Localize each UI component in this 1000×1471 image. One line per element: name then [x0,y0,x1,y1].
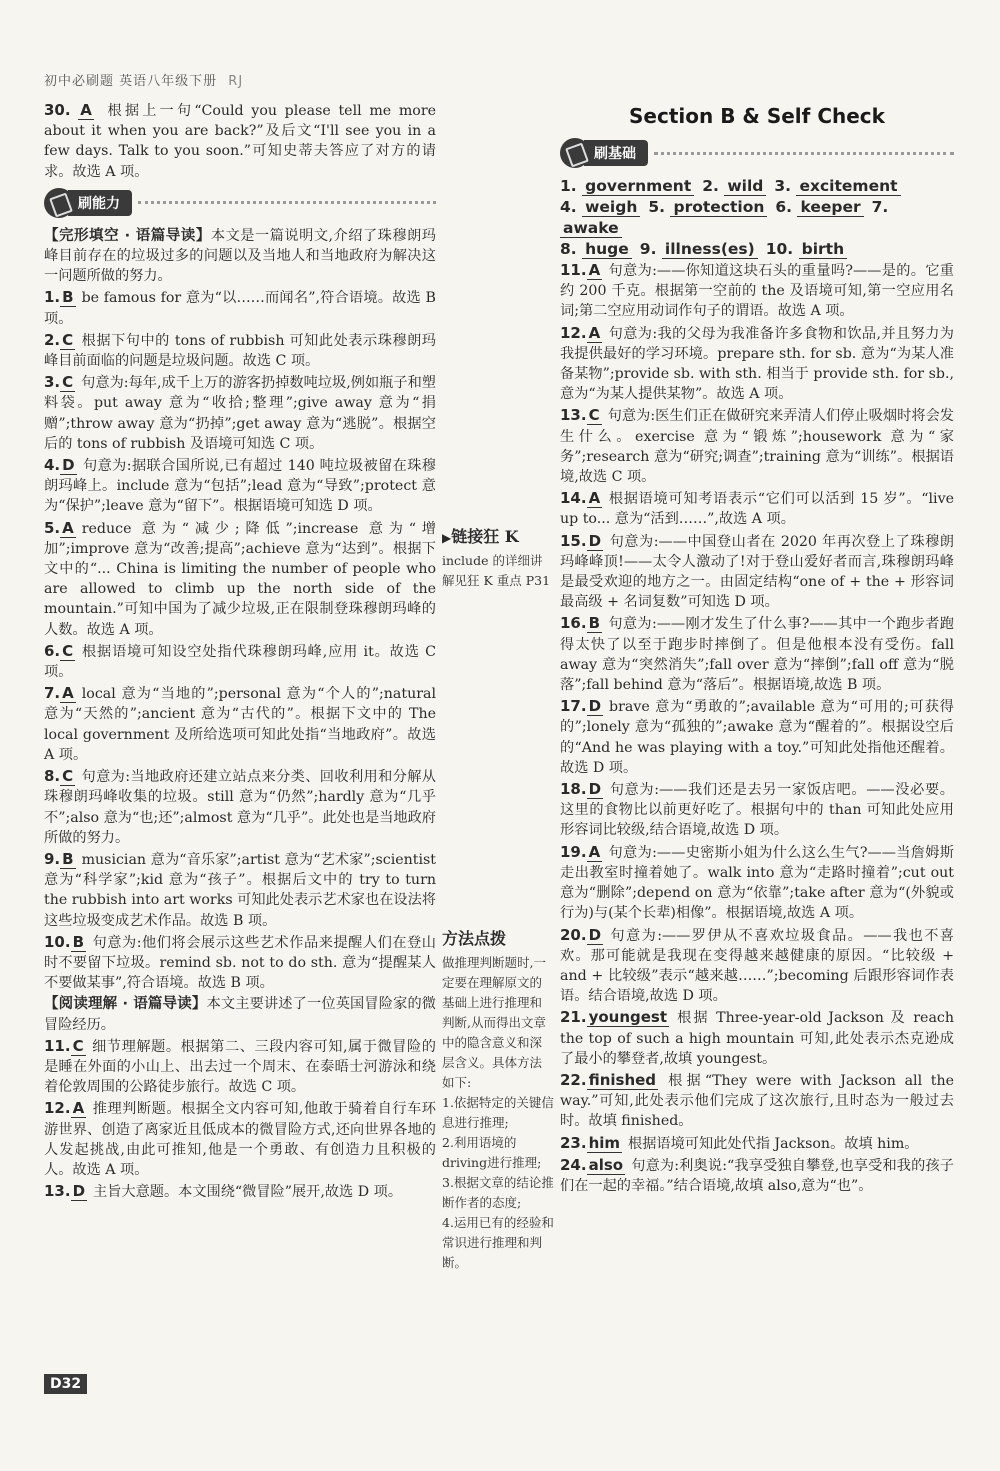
answer-item [44,518,436,640]
answer-item [560,531,954,613]
cloze-answer-list [44,287,436,993]
answer-item [560,488,954,529]
left-column [44,100,436,1203]
item-number: 18. [560,780,587,799]
explanation: 句意为:——史密斯小姐为什么这么生气?——当詹姆斯走出教室时撞着她了。walk into 意为“走路时撞着”;cut out 意为“删除”;depend on 意为“依靠”;take after 意为“(外貌或行为)与(某个长辈)相像”。根据语境,故选 A 项。 [560,844,954,922]
reading-intro [44,994,436,1034]
answer-item [44,766,436,848]
vocab-word: protection [670,198,767,217]
explanation: 推理判断题。根据全文内容可知,他敢于骑着自行车环游世界、创造了离家近且低成本的微冒险方式,还向世界各地的人发起挑战,由此可推知,他是一个勇敢、有创造力且积极的人。故选 A 项。 [44,1101,436,1178]
vocab-number: 10. [765,240,794,258]
answer-item [44,683,436,765]
vocab-number: 1. [560,177,577,195]
answer-choice: C [62,330,74,349]
item-number: 24. [560,1155,587,1174]
answer-choice: B [62,849,74,868]
explanation: be famous for 意为“以……而闻名”,符合语境。故选 B 项。 [44,290,436,327]
right-answer-list [560,260,954,1196]
answer-item [44,372,436,454]
answer-choice: B [588,614,601,633]
answer-item [560,779,954,841]
reading-answer-list [44,1036,436,1203]
vocab-word: wild [724,177,766,196]
method-point: 2.利用语境的driving进行推理; [442,1135,542,1170]
answer-choice: A [62,518,74,537]
reading-tag: 【阅读理解 · 语篇导读】 [44,996,207,1013]
item-number: 22. [560,1070,587,1089]
link-note-text: include 的详细讲解见狂 K 重点 P31 [442,553,551,588]
answer-item [560,1155,954,1196]
cloze-tag: 【完形填空 · 语篇导读】 [44,227,211,244]
explanation: 根据 Three-year-old Jackson 及 reach the top of such a high mountain 可知,此处表示杰克逊成了最小的攀登者,故填 youngest。 [560,1010,954,1067]
answer-item [560,842,954,924]
vocab-number: 7. [871,198,889,216]
vocab-number: 6. [775,198,793,216]
link-note [442,524,554,591]
explanation: 句意为:——我们还是去另一家饭店吧。——没必要。这里的食物比以前更好吃了。根据句中的 than 可知此处应用形容词比较级,结合语境,故选 D 项。 [560,782,954,839]
answer-item [560,1070,954,1132]
explanation: 主旨大意题。本文围绕“微冒险”展开,故选 D 项。 [93,1184,403,1201]
explanation: 句意为:——罗伊从不喜欢垃圾食品。——我也不喜欢。那可能就是我现在变得越来越健康的原因。“比较级 + and + 比较级”表示“越来越……”;becoming 后跟形容词作表语。结合语境,故选 D 项。 [560,927,954,1005]
section-title: Section B & Self Check [629,104,885,128]
answer-choice: A [588,261,601,279]
method-note-title: 方法点拨 [442,929,507,948]
answer-item [44,455,436,517]
vocab-number: 2. [702,177,719,195]
answer-choice: D [588,697,602,716]
answer-choice: C [72,1036,84,1055]
item-number: 17. [560,697,587,716]
explanation: 根据语境可知设空处指代珠穆朗玛峰,应用 it。故选 C 项。 [44,643,436,681]
running-header [44,70,243,89]
explanation: 句意为:他们将会展示这些艺术作品来提醒人们在登山时不要留下垃圾。remind sb. not to do sth. 意为“提醒某人不要做某事”,符合语境。故选 B 项。 [44,934,436,992]
answer-choice: C [62,641,74,660]
answer-item [560,323,954,405]
method-note-text: 做推理判断题时,一定要在理解原文的基础上进行推理和判断,从而得出文章中的隐含意义和深层含义。具体方法如下: [442,955,546,1090]
cloze-intro [44,226,436,287]
item-number: 13. [560,406,587,425]
answer-choice: A [588,489,601,508]
dotted-divider [138,201,436,204]
item-number: 19. [560,842,587,861]
answer-choice: A [588,842,601,861]
answer-choice: D [588,925,602,944]
answer-choice: A [80,101,92,119]
item-number: 23. [560,1133,587,1152]
item-number: 13. [44,1182,71,1201]
vocab-number: 3. [774,177,792,195]
item-number: 10. [44,932,71,951]
explanation: 句意为:——你知道这块石头的重量吗?——是的。它重约 200 千克。根据第一空前的 the 及语境可知,第一空应用名词;第二空应用动词作句子的谓语。故选 A 项。 [560,263,954,320]
answer-choice: also [588,1155,624,1174]
vocab-number: 4. [560,198,577,216]
explanation: local 意为“当地的”;personal 意为“个人的”;natural 意为“天然的”;ancient 意为“古代的”。根据下文中的 The local government 及所给选项可知此处指“当地政府”。故选 A 项。 [44,686,436,763]
vocab-word: awake [560,219,622,238]
answer-item [560,696,954,778]
answer-item [44,932,436,994]
reading-intro-text: 本文主要讲述了一位英国冒险家的微冒险经历。 [44,996,436,1033]
cloze-intro-text: 本文是一篇说明文,介绍了珠穆朗玛峰目前存在的垃圾过多的问题以及当地人和当地政府为解决这一问题所做的努力。 [44,227,436,285]
explanation: 句意为:医生们正在做研究来弄清人们停止吸烟时将会发生什么。exercise 意为“锻炼”;housework 意为“家务”;research 意为“研究;调查”;training 意为“训练”。根据语境,故选 C 项。 [560,408,954,486]
vocab-line [560,239,954,260]
answer-item [44,287,436,328]
item-number: 12. [560,323,587,342]
answer-item [560,405,954,487]
answer-item [560,1007,954,1069]
answer-30 [44,100,436,182]
answer-item [560,613,954,695]
explanation: 细节理解题。根据第二、三段内容可知,属于微冒险的是睡在外面的小山上、出去过一个周末、在泰晤士河游泳和绕着伦敦周围的公路徒步旅行。故选 C 项。 [44,1038,436,1096]
item-number: 2. [44,330,61,349]
link-note-title: 链接狂 K [451,527,519,546]
header-edition: RJ [228,74,244,89]
answer-choice: D [588,780,602,799]
answer-choice: B [62,288,74,307]
answer-item [44,849,436,931]
answer-choice: B [72,932,85,951]
item-number: 21. [560,1008,587,1027]
item-number: 11. [560,261,587,279]
vocab-answers [560,176,954,260]
explanation: 句意为:——刚才发生了什么事?——其中一个跑步者跑得太快了以至于跑步时摔倒了。但是他根本没有受伤。fall away 意为“突然消失”;fall over 意为“摔倒”;fall off 意为“脱落”;fall behind 意为“落后”。根据语境,故选 B 项。 [560,616,954,694]
dotted-divider [654,152,954,155]
answer-item [44,641,436,682]
vocab-number: 9. [639,240,657,258]
answer-item [560,925,954,1007]
vocab-word: huge [582,240,632,259]
vocab-line [560,176,954,197]
explanation: 句意为:当地政府还建立站点来分类、回收利用和分解从珠穆朗玛峰收集的垃圾。still 意为“仍然”;hardly 意为“几乎不”;also 意为“也;还”;almost 意为“几乎”。此处也是当地政府所做的努力。 [44,769,436,846]
item-number: 5. [44,518,61,537]
explanation: 句意为:我的父母为我准备许多食物和饮品,并且努力为我提供最好的学习环境。prepare sth. for sb. 意为“为某人准备某物”;provide sb. with sth. 相当于 provide sth. for sb.,意为“为某人提供某物”。故选 A 项。 [560,325,954,403]
explanation: 根据语境可知考语表示“它们可以活到 15 岁”。“live up to... 意为“活到……”,故选 A 项。 [560,491,954,528]
explanation: musician 意为“音乐家”;artist 意为“艺术家”;scientist 意为“科学家”;kid 意为“孩子”。根据后文中的 try to turn the rubbish into art works 可知此处表示艺术家也在设法将这些垃圾变成艺术作品。故选 B 项。 [44,851,436,929]
header-title: 初中必刷题 英语八年级下册 [44,74,218,89]
item-number: 15. [560,531,587,550]
item-number: 16. [560,614,587,633]
explanation: 句意为:每年,成千上万的游客扔掉数吨垃圾,例如瓶子和塑料袋。put away 意为“收拾;整理”;give away 意为“捐赠”;throw away 意为“扔掉”;get away 意为“逃脱”。根据空后的 tons of rubbish 及语境可知选 C 项。 [44,375,436,452]
pen-badge-icon [560,138,590,168]
explanation: reduce 意为“减少;降低”;increase 意为“增加”;improve 意为“改善;提高”;achieve 意为“达到”。根据下文中的“... China is limiting the number of people who are allowed to climb up the north side of the mountain.”可知中国为了减少垃圾,正在限制登珠穆朗玛峰的人数。故选 A 项。 [44,520,436,638]
answer-choice: A [72,1099,85,1118]
answer-choice: A [62,684,74,703]
explanation: brave 意为“勇敢的”;available 意为“可用的;可获得的”;lonely 意为“孤独的”;awake 意为“醒着的”。根据设空后的“And he was playing with a toy.”可知此处指他还醒着。故选 D 项。 [560,699,954,776]
explanation: 句意为:据联合国所说,已有超过 140 吨垃圾被留在珠穆朗玛峰上。include 意为“包括”;lead 意为“导致”;protect 意为“保护”;leave 意为“留下”。根据语境可知选 D 项。 [44,458,436,515]
item-number: 7. [44,684,61,703]
explanation: 根据上一句“Could you please tell me more about it when you are back?”及后文“I'll see you in a few days. Talk to you soon.”可知史蒂夫答应了对方的请求。故选 A 项。 [44,103,437,180]
explanation: 根据“They were with Jackson all the way.”可知,此处表示他们完成了这次旅行,且时态为一般过去时。故填 finished。 [560,1072,954,1130]
method-point: 3.根据文章的结论推断作者的态度; [442,1175,554,1210]
banner-label: 刷能力 [68,190,132,216]
answer-choice: C [62,767,74,786]
vocab-word: weigh [582,198,640,217]
item-number: 12. [44,1099,71,1118]
vocab-word: illness(es) [662,240,758,259]
banner-label: 刷基础 [584,140,648,166]
item-number: 11. [44,1036,71,1055]
item-number: 4. [44,456,61,475]
page-number: D32 [44,1374,87,1394]
answer-choice: A [588,323,601,342]
triangle-icon: ▶ [442,531,452,545]
method-note [442,926,554,1273]
answer-choice: youngest [588,1008,668,1027]
vocab-number: 5. [648,198,666,216]
answer-choice: C [588,406,600,425]
answer-item [44,1098,436,1180]
item-number: 14. [560,489,587,508]
item-number: 20. [560,925,587,944]
item-number: 30. [44,101,71,119]
item-number: 9. [44,849,61,868]
explanation: 根据语境可知此处代指 Jackson。故填 him。 [628,1135,919,1152]
right-column [560,100,954,1197]
answer-item [44,330,436,371]
answer-choice: D [72,1182,86,1201]
vocab-line [560,197,954,239]
vocab-number: 8. [560,240,577,258]
vocab-word: keeper [797,198,863,217]
answer-item [560,260,954,322]
vocab-word: government [582,177,694,196]
item-number: 3. [44,373,61,392]
answer-choice: D [588,531,602,550]
method-point: 4.运用已有的经验和常识进行推理和判断。 [442,1215,554,1270]
banner-basics [560,138,954,168]
item-number: 1. [44,288,61,307]
item-number: 8. [44,767,61,786]
answer-choice: finished [588,1070,657,1089]
answer-choice: C [62,373,74,392]
answer-choice: him [588,1133,621,1152]
explanation: 根据下句中的 tons of rubbish 可知此处表示珠穆朗玛峰目前面临的问题是垃圾问题。故选 C 项。 [44,332,436,370]
answer-choice: D [62,456,75,475]
vocab-word: birth [799,240,848,259]
answer-item [560,1133,954,1154]
answer-item [44,1036,436,1098]
vocab-word: excitement [796,177,900,196]
explanation: 句意为:——中国登山者在 2020 年再次登上了珠穆朗玛峰峰顶!——太令人激动了!对于登山爱好者而言,珠穆朗玛峰是最受欢迎的地方之一。由固定结构“one of + the + 形容词最高级 + 名词复数”可知选 D 项。 [560,533,954,611]
method-point: 1.依据特定的关键信息进行推理; [442,1095,554,1130]
answer-item [44,1181,436,1202]
pen-badge-icon [44,188,74,218]
item-number: 6. [44,641,61,660]
banner-ability [44,188,436,218]
explanation: 句意为:利奥说:“我享受独自攀登,也享受和我的孩子们在一起的幸福。”结合语境,故填 also,意为“也”。 [560,1157,954,1194]
